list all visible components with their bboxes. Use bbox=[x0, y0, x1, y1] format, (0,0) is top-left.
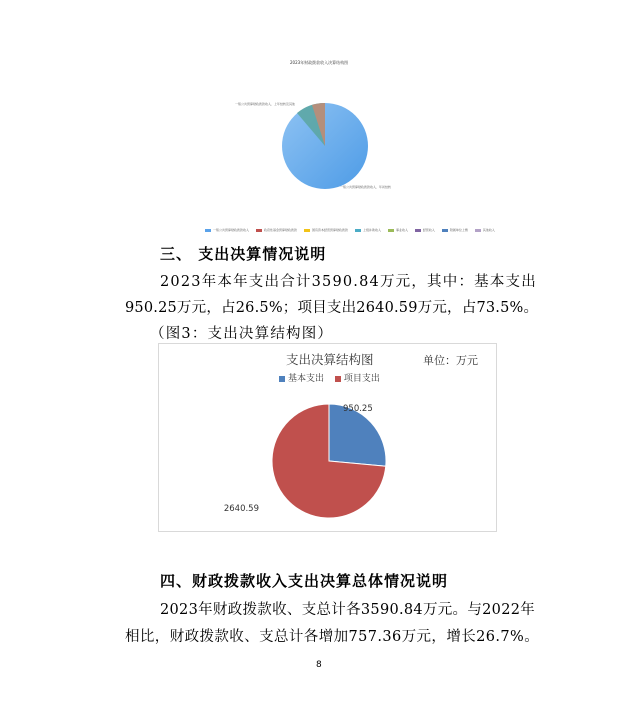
chart1-label-bottom: 一般公共预算财政拨款收入、年初结转 bbox=[340, 185, 392, 189]
pie-chart bbox=[159, 344, 496, 531]
data-label-project: 2640.59 bbox=[223, 504, 259, 514]
chart1-legend-item: 事业收入 bbox=[388, 228, 408, 232]
section3-paragraph-line1: 2023年本年支出合计3590.84万元，其中：基本支出 bbox=[160, 274, 537, 290]
section4-paragraph-line1: 2023年财政拨款收、支总计各3590.84万元。与2022年 bbox=[160, 602, 536, 618]
chart1-legend-item: 上级补助收入 bbox=[355, 228, 381, 232]
section4-heading: 四、财政拨款收入支出决算总体情况说明 bbox=[160, 572, 449, 590]
chart1-legend-item: 国有资本经营预算财政拨款 bbox=[304, 228, 348, 232]
chart-unit: 单位：万元 bbox=[423, 354, 478, 367]
legend-item-basic: 基本支出 bbox=[279, 374, 324, 384]
page-number: 8 bbox=[316, 660, 322, 670]
chart1-legend-item: 一般公共预算财政拨款收入 bbox=[205, 228, 249, 232]
chart1-legend-item: 政府性基金预算财政拨款 bbox=[256, 228, 297, 232]
chart1-label-top: 一般公共预算财政拨款收入、上年结转及其他 bbox=[235, 102, 296, 106]
data-label-basic: 950.25 bbox=[343, 404, 373, 414]
chart1-pie bbox=[280, 100, 370, 192]
chart1-legend-item: 经营收入 bbox=[415, 228, 435, 232]
section3-heading: 三、 支出决算情况说明 bbox=[160, 245, 327, 263]
chart1-legend-item: 附属单位上缴 bbox=[442, 228, 468, 232]
chart-title: 支出决算结构图 bbox=[286, 352, 374, 367]
chart1-title: 2023年财政拨款收入决算结构图 bbox=[290, 60, 349, 65]
chart1-legend-item: 其他收入 bbox=[475, 228, 495, 232]
figure-caption: （图3：支出决算结构图） bbox=[150, 326, 334, 342]
section4-paragraph-line2: 相比，财政拨款收、支总计各增加757.36万元，增长26.7%。 bbox=[125, 629, 540, 645]
chart1-legend bbox=[205, 228, 501, 232]
legend-item-project: 项目支出 bbox=[335, 374, 380, 384]
section3-paragraph-line2: 950.25万元，占26.5%；项目支出2640.59万元，占73.5%。 bbox=[125, 300, 539, 316]
expenditure-chart bbox=[158, 343, 497, 532]
